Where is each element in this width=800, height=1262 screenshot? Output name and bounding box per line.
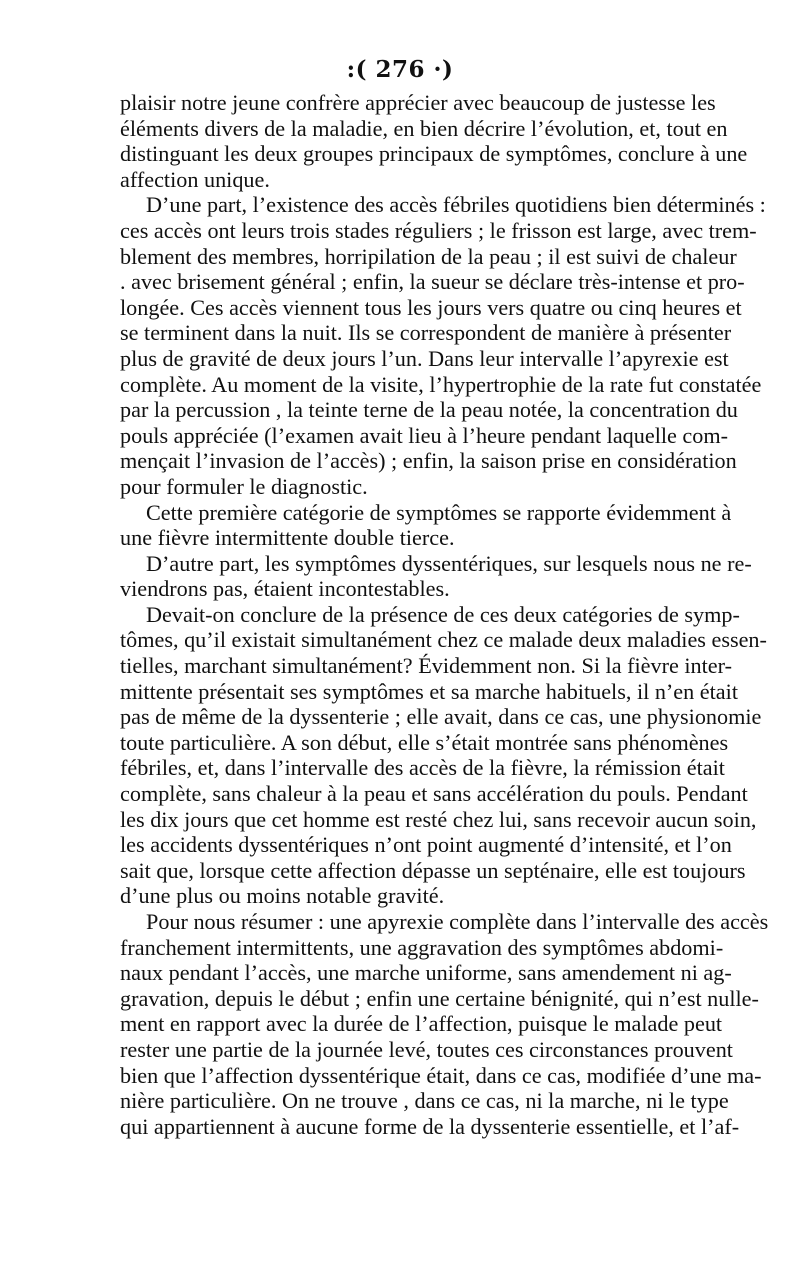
text-line: d’une plus ou moins notable gravité.: [120, 883, 445, 909]
text-line: les accidents dyssentériques n’ont point augmenté d’intensité, et l’on: [120, 832, 732, 858]
text-line: pas de même de la dyssenterie ; elle avait, dans ce cas, une physionomie: [120, 704, 762, 730]
text-line: ces accès ont leurs trois stades réguliers ; le frisson est large, avec trem-: [120, 217, 757, 243]
text-line: gravation, depuis le début ; enfin une certaine bénignité, qui n’est nulle-: [120, 985, 759, 1011]
text-line: . avec brisement général ; enfin, la sueur se déclare très-intense et pro-: [120, 269, 745, 295]
paragraph: [120, 90, 748, 192]
text-line: mittente présentait ses symptômes et sa marche habituels, il n’en était: [120, 678, 738, 704]
text-line: Pour nous résumer : une apyrexie complète dans l’intervalle des accès: [146, 909, 769, 934]
text-line: par la percussion , la teinte terne de la peau notée, la concentration du: [120, 397, 738, 423]
text-line: pour formuler le diagnostic.: [120, 473, 368, 499]
paragraph: [120, 550, 752, 602]
text-line: nière particulière. On ne trouve , dans ce cas, ni la marche, ni le type: [120, 1088, 729, 1114]
text-line: complète, sans chaleur à la peau et sans accélération du pouls. Pendant: [120, 781, 748, 807]
text-line: pouls appréciée (l’examen avait lieu à l’heure pendant laquelle com-: [120, 422, 729, 448]
text-line: Cette première catégorie de symptômes se rapporte évidemment à: [146, 499, 732, 525]
paragraph: [120, 601, 767, 909]
text-line: blement des membres, horripilation de la peau ; il est suivi de chaleur: [120, 243, 737, 269]
text-line: rester une partie de la journée levé, toutes ces circonstances prouvent: [120, 1036, 733, 1062]
text-line: fébriles, et, dans l’intervalle des accès de la fièvre, la rémission était: [120, 755, 725, 781]
text-line: plaisir notre jeune confrère apprécier avec beaucoup de justesse les: [120, 90, 716, 115]
text-line: éléments divers de la maladie, en bien décrire l’évolution, et, tout en: [120, 115, 728, 141]
text-line: tômes, qu’il existait simultanément chez ce malade deux maladies essen-: [120, 627, 767, 653]
text-line: mençait l’invasion de l’accès) ; enfin, la saison prise en considération: [120, 448, 737, 474]
text-line: qui appartiennent à aucune forme de la dyssenterie essentielle, et l’af-: [120, 1113, 740, 1139]
text-line: franchement intermittents, une aggravation des symptômes abdomi-: [120, 934, 724, 960]
text-line: D’une part, l’existence des accès fébriles quotidiens bien déterminés :: [146, 192, 766, 218]
text-line: Devait-on conclure de la présence de ces deux catégories de symp-: [146, 601, 740, 627]
text-line: les dix jours que cet homme est resté chez lui, sans recevoir aucun soin,: [120, 806, 757, 832]
text-line: une fièvre intermittente double tierce.: [120, 525, 455, 551]
text-line: tielles, marchant simultanément? Évidemment non. Si la fièvre inter-: [120, 653, 732, 679]
body-text: [120, 90, 769, 1139]
text-line: ment en rapport avec la durée de l’affection, puisque le malade peut: [120, 1011, 723, 1037]
text-line: complète. Au moment de la visite, l’hypertrophie de la rate fut constatée: [120, 371, 762, 397]
text-line: distinguant les deux groupes principaux de symptômes, conclure à une: [120, 141, 748, 167]
text-line: naux pendant l’accès, une marche uniforme, sans amendement ni ag-: [120, 960, 732, 986]
paragraph: [120, 499, 732, 551]
text-line: se terminent dans la nuit. Ils se correspondent de manière à présenter: [120, 320, 732, 346]
text-line: affection unique.: [120, 166, 270, 192]
text-line: plus de gravité de deux jours l’un. Dans leur intervalle l’apyrexie est: [120, 345, 729, 371]
text-line: bien que l’affection dyssentérique était, dans ce cas, modifiée d’une ma-: [120, 1062, 762, 1088]
paragraph: [120, 909, 769, 1139]
paragraph: [120, 192, 766, 499]
text-line: viendrons pas, étaient incontestables.: [120, 576, 450, 602]
text-line: longée. Ces accès viennent tous les jours vers quatre ou cinq heures et: [120, 294, 742, 320]
text-line: toute particulière. A son début, elle s’était montrée sans phénomènes: [120, 729, 729, 755]
page-number: :( 276 ·): [346, 56, 454, 83]
text-line: D’autre part, les symptômes dyssentériques, sur lesquels nous ne re-: [146, 550, 752, 576]
text-line: sait que, lorsque cette affection dépasse un septénaire, elle est toujours: [120, 857, 746, 883]
